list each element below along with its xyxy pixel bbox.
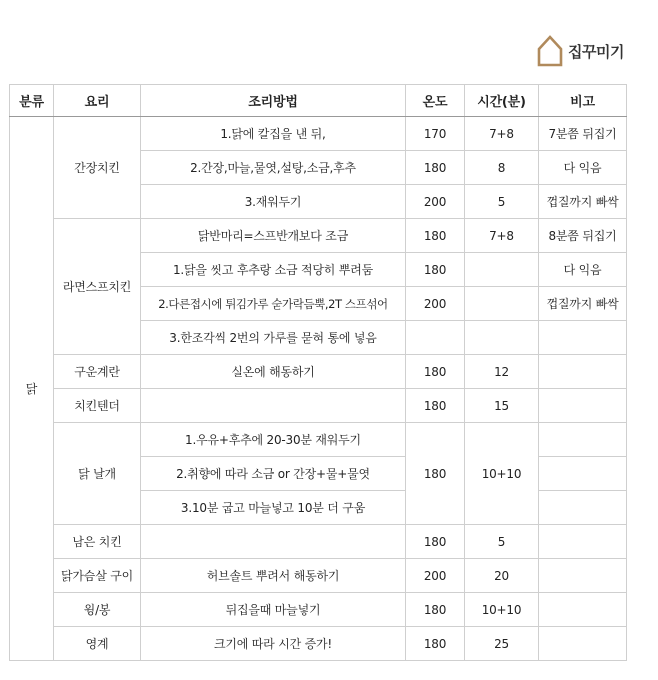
table-row (10, 219, 627, 253)
brand-name: 집꾸미기 (568, 42, 624, 61)
method-cell: 2.다른접시에 튀김가루 숟가락듬뿍,2T 스프섞어 (141, 287, 406, 321)
header-method: 조리방법 (141, 85, 406, 117)
temp-cell: 180 (406, 525, 465, 559)
dish-name: 구운계란 (54, 355, 141, 389)
temp-cell: 200 (406, 287, 465, 321)
header-row (10, 85, 627, 117)
table-row (10, 559, 627, 593)
time-cell: 10+10 (465, 593, 539, 627)
note-cell (539, 525, 627, 559)
time-cell: 12 (465, 355, 539, 389)
note-cell (539, 491, 627, 525)
dish-name: 윙/봉 (54, 593, 141, 627)
method-cell: 닭반마리=스프반개보다 조금 (141, 219, 406, 253)
method-cell: 뒤집을때 마늘넣기 (141, 593, 406, 627)
method-cell: 실온에 해동하기 (141, 355, 406, 389)
method-cell (141, 525, 406, 559)
temp-cell: 180 (406, 389, 465, 423)
temp-cell: 180 (406, 355, 465, 389)
temp-cell: 180 (406, 423, 465, 525)
method-cell: 1.우유+후추에 20-30분 재워두기 (141, 423, 406, 457)
temp-cell: 180 (406, 151, 465, 185)
temp-cell: 180 (406, 593, 465, 627)
dish-name: 닭가슴살 구이 (54, 559, 141, 593)
temp-cell: 180 (406, 253, 465, 287)
note-cell (539, 593, 627, 627)
time-cell: 5 (465, 525, 539, 559)
dish-name: 닭 날개 (54, 423, 141, 525)
header-temp: 온도 (406, 85, 465, 117)
dish-name: 영계 (54, 627, 141, 661)
note-cell (539, 423, 627, 457)
time-cell: 15 (465, 389, 539, 423)
method-cell (141, 389, 406, 423)
note-cell (539, 559, 627, 593)
table-row (10, 525, 627, 559)
header-category: 분류 (10, 85, 54, 117)
temp-cell: 180 (406, 219, 465, 253)
note-cell: 8분쯤 뒤집기 (539, 219, 627, 253)
temp-cell: 200 (406, 185, 465, 219)
temp-cell: 200 (406, 559, 465, 593)
method-cell: 2.취향에 따라 소금 or 간장+물+물엿 (141, 457, 406, 491)
table-row (10, 627, 627, 661)
time-cell: 5 (465, 185, 539, 219)
method-cell: 3.재워두기 (141, 185, 406, 219)
note-cell: 다 익음 (539, 151, 627, 185)
recipe-table (9, 84, 627, 661)
table-row (10, 389, 627, 423)
time-cell: 25 (465, 627, 539, 661)
method-cell: 허브솔트 뿌려서 해동하기 (141, 559, 406, 593)
house-icon (537, 35, 563, 67)
time-cell: 7+8 (465, 219, 539, 253)
time-cell: 8 (465, 151, 539, 185)
temp-cell: 180 (406, 627, 465, 661)
time-cell (465, 321, 539, 355)
method-cell: 2.간장,마늘,물엿,설탕,소금,후추 (141, 151, 406, 185)
time-cell (465, 253, 539, 287)
note-cell (539, 321, 627, 355)
time-cell: 10+10 (465, 423, 539, 525)
note-cell: 껍질까지 빠싹 (539, 287, 627, 321)
note-cell: 다 익음 (539, 253, 627, 287)
method-cell: 3.한조각씩 2번의 가루를 묻혀 통에 넣음 (141, 321, 406, 355)
table-row (10, 593, 627, 627)
header-note: 비고 (539, 85, 627, 117)
note-cell (539, 355, 627, 389)
note-cell (539, 389, 627, 423)
table-row (10, 355, 627, 389)
temp-cell: 170 (406, 117, 465, 151)
method-cell: 3.10분 굽고 마늘넣고 10분 더 구움 (141, 491, 406, 525)
note-cell (539, 627, 627, 661)
method-cell: 1.닭을 씻고 후추랑 소금 적당히 뿌려둠 (141, 253, 406, 287)
dish-name: 남은 치킨 (54, 525, 141, 559)
note-cell: 7분쯤 뒤집기 (539, 117, 627, 151)
temp-cell (406, 321, 465, 355)
method-cell: 1.닭에 칼집을 낸 뒤, (141, 117, 406, 151)
note-cell (539, 457, 627, 491)
method-cell: 크기에 따라 시간 증가! (141, 627, 406, 661)
dish-name: 간장치킨 (54, 117, 141, 219)
time-cell: 7+8 (465, 117, 539, 151)
note-cell: 껍질까지 빠싹 (539, 185, 627, 219)
brand-logo (537, 34, 624, 68)
dish-name: 라면스프치킨 (54, 219, 141, 355)
table-row (10, 117, 627, 151)
table-row (10, 423, 627, 457)
header-dish: 요리 (54, 85, 141, 117)
dish-name: 치킨텐더 (54, 389, 141, 423)
category-cell: 닭 (10, 117, 54, 661)
header-time: 시간(분) (465, 85, 539, 117)
time-cell: 20 (465, 559, 539, 593)
time-cell (465, 287, 539, 321)
